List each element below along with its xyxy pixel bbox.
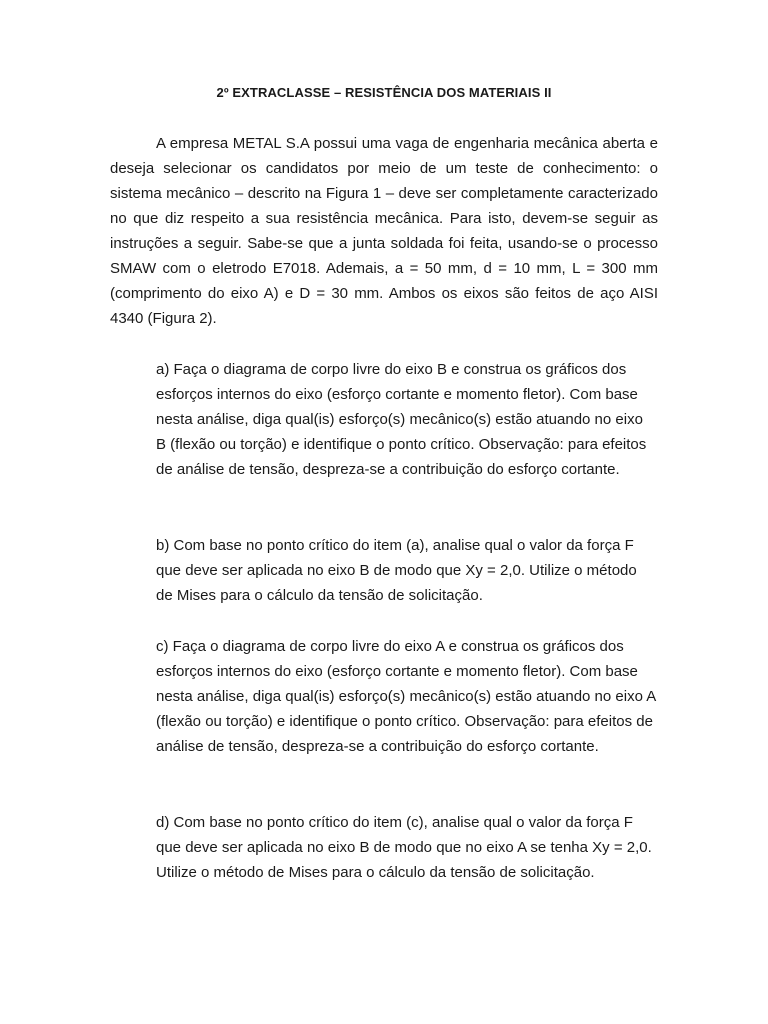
question-item-b: b) Com base no ponto crítico do item (a), analise qual o valor da força F que deve ser aplicada no eixo B de modo que Xy = 2,0. Utilize o método de Mises para o cálculo da tensão de solicitação. [156,537,637,604]
question-item-d: d) Com base no ponto crítico do item (c), analise qual o valor da força F que deve ser aplicada no eixo B de modo que no eixo A se tenha Xy = 2,0. Utilize o método de Mises para o cálculo da tensão de solicitação. [156,814,652,881]
intro-paragraph: A empresa METAL S.A possui uma vaga de engenharia mecânica aberta e deseja selecionar os candidatos por meio de um teste de conhecimento: o sistema mecânico – descrito na Figura 1 – deve ser completamente caracterizado no que diz respeito a sua resistência mecânica. Para isto, devem-se seguir as instruções a seguir. Sabe-se que a junta soldada foi feita, usando-se o processo SMAW com o eletrodo E7018. Ademais, a = 50 mm, d = 10 mm, L = 300 mm (comprimento do eixo A) e D = 30 mm. Ambos os eixos são feitos de aço AISI 4340 (Figura 2). [110,135,658,327]
question-item-c: c) Faça o diagrama de corpo livre do eixo A e construa os gráficos dos esforços internos do eixo (esforço cortante e momento fletor). Com base nesta análise, diga qual(is) esforço(s) mecânico(s) estão atuando no eixo A (flexão ou torção) e identifique o ponto crítico. Observação: para efeitos de análise de tensão, despreza-se a contribuição do esforço cortante. [156,638,656,755]
document-title: 2º EXTRACLASSE – RESISTÊNCIA DOS MATERIAIS II [216,85,552,100]
question-item-a: a) Faça o diagrama de corpo livre do eixo B e construa os gráficos dos esforços internos do eixo (esforço cortante e momento fletor). Com base nesta análise, diga qual(is) esforço(s) mecânico(s) estão atuando no eixo B (flexão ou torção) e identifique o ponto crítico. Observação: para efeitos de análise de tensão, despreza-se a contribuição do esforço cortante. [156,361,647,478]
